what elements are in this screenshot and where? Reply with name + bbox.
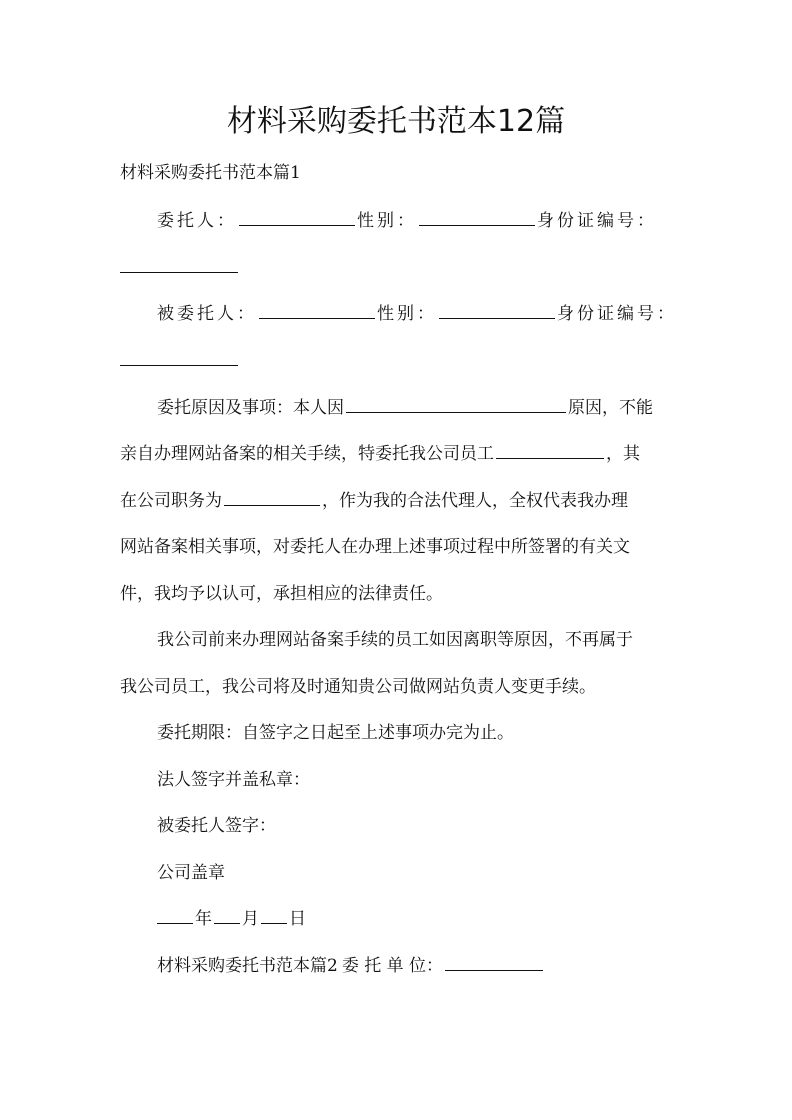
agent-line (157, 302, 677, 326)
reason-text-2: 原因，不能 (568, 398, 653, 418)
reason-line-2 (120, 442, 640, 466)
notice-line-2: 我公司员工，我公司将及时通知贵公司做网站负责人变更手续。 (120, 677, 596, 697)
year-blank (157, 908, 193, 924)
legal-signature-line: 法人签字并盖私章： (157, 770, 310, 790)
principal-label: 委托人： (157, 211, 237, 231)
day-blank (261, 908, 287, 924)
document-title: 材料采购委托书范本12篇 (226, 104, 566, 139)
reason-line-4: 网站备案相关事项，对委托人在办理上述事项过程中所签署的有关文 (120, 537, 630, 557)
agent-id-label: 身份证编号： (557, 304, 677, 324)
term-line: 委托期限：自签字之日起至上述事项办完为止。 (157, 723, 514, 743)
reason-cause-blank (346, 397, 566, 413)
agent-id-blank (120, 350, 238, 366)
reason-text-6: ，作为我的合法代理人，全权代表我办理 (322, 491, 628, 511)
section2-heading: 材料采购委托书范本篇2 (157, 956, 338, 976)
reason-text-5: 在公司职务为 (120, 491, 222, 511)
date-line (157, 907, 306, 931)
entrusting-unit-blank (445, 955, 543, 971)
year-label: 年 (195, 909, 212, 929)
reason-text-4: ，其 (606, 444, 640, 464)
agent-gender-label: 性别： (377, 304, 437, 324)
employee-position-blank (224, 490, 320, 506)
month-label: 月 (242, 909, 259, 929)
employee-name-blank (496, 443, 604, 459)
section1-heading: 材料采购委托书范本篇1 (120, 163, 301, 183)
agent-gender-blank (439, 303, 555, 319)
principal-id-line (120, 256, 238, 280)
agent-signature-line: 被委托人签字： (157, 816, 276, 836)
reason-line-5: 件，我均予以认可，承担相应的法律责任。 (120, 584, 443, 604)
principal-gender-label: 性别： (357, 211, 417, 231)
principal-line (157, 209, 657, 233)
agent-name-blank (259, 303, 375, 319)
reason-text-3: 亲自办理网站备案的相关手续，特委托我公司员工 (120, 444, 494, 464)
month-blank (214, 908, 240, 924)
entrusting-unit-label: 委 托 单 位： (341, 956, 444, 976)
principal-gender-blank (419, 210, 535, 226)
reason-line-3 (120, 489, 628, 513)
agent-id-line (120, 349, 238, 373)
notice-line-1: 我公司前来办理网站备案手续的员工如因离职等原因，不再属于 (157, 630, 633, 650)
reason-line-1 (157, 396, 653, 420)
reason-text-1: 委托原因及事项：本人因 (157, 398, 344, 418)
principal-id-blank (120, 257, 238, 273)
section2-line (157, 954, 545, 978)
principal-id-label: 身份证编号： (537, 211, 657, 231)
agent-label: 被委托人： (157, 304, 257, 324)
company-seal-line: 公司盖章 (157, 863, 225, 883)
principal-name-blank (239, 210, 355, 226)
day-label: 日 (289, 909, 306, 929)
